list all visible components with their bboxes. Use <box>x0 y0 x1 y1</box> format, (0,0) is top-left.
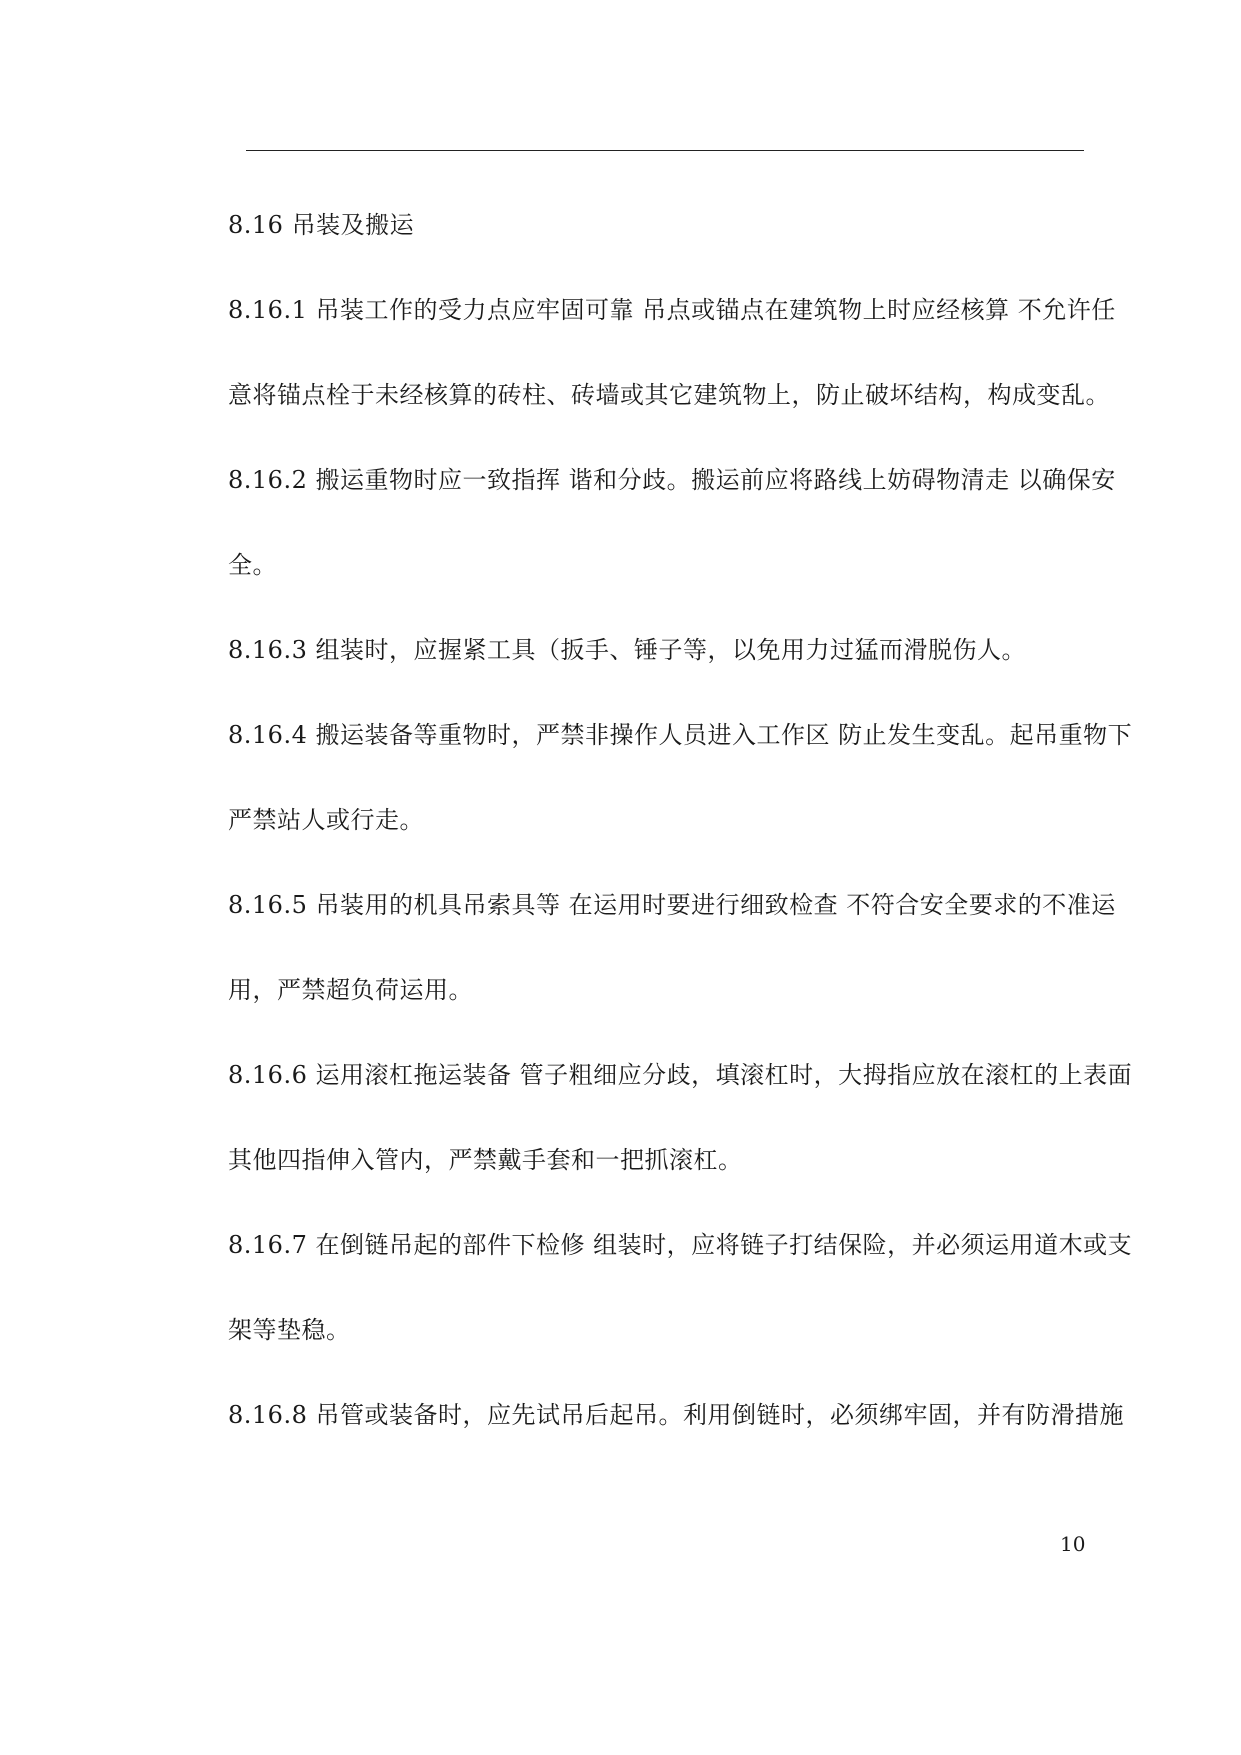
text-line: 其他四指伸入管内，严禁戴手套和一把抓滚杠。 <box>228 1146 743 1174</box>
text-line: 8.16.4 搬运装备等重物时，严禁非操作人员进入工作区 防止发生变乱。起吊重物下 <box>228 721 1133 749</box>
text-line: 用，严禁超负荷运用。 <box>228 976 473 1004</box>
text-line: 意将锚点栓于未经核算的砖柱、砖墙或其它建筑物上，防止破坏结构，构成变乱。 <box>228 381 1110 409</box>
section-heading: 8.16 吊装及搬运 <box>228 211 415 239</box>
text-line: 8.16.8 吊管或装备时，应先试吊后起吊。利用倒链时，必须绑牢固，并有防滑措施 <box>228 1401 1124 1429</box>
text-line: 8.16.5 吊装用的机具吊索具等 在运用时要进行细致检查 不符合安全要求的不准运 <box>228 891 1116 919</box>
header-rule <box>246 150 1084 151</box>
text-line: 架等垫稳。 <box>228 1316 351 1344</box>
text-line: 8.16.1 吊装工作的受力点应牢固可靠 吊点或锚点在建筑物上时应经核算 不允许任 <box>228 296 1116 324</box>
text-line: 8.16.2 搬运重物时应一致指挥 谐和分歧。搬运前应将路线上妨碍物清走 以确保安 <box>228 466 1116 494</box>
text-line: 8.16.3 组装时，应握紧工具（扳手、锤子等，以免用力过猛而滑脱伤人。 <box>228 636 1026 664</box>
text-line: 8.16.6 运用滚杠拖运装备 管子粗细应分歧，填滚杠时，大拇指应放在滚杠的上表面 <box>228 1061 1133 1089</box>
text-line: 严禁站人或行走。 <box>228 806 424 834</box>
text-line: 全。 <box>228 551 277 579</box>
page-number: 10 <box>1060 1532 1086 1556</box>
text-line: 8.16.7 在倒链吊起的部件下检修 组装时，应将链子打结保险，并必须运用道木或支 <box>228 1231 1133 1259</box>
